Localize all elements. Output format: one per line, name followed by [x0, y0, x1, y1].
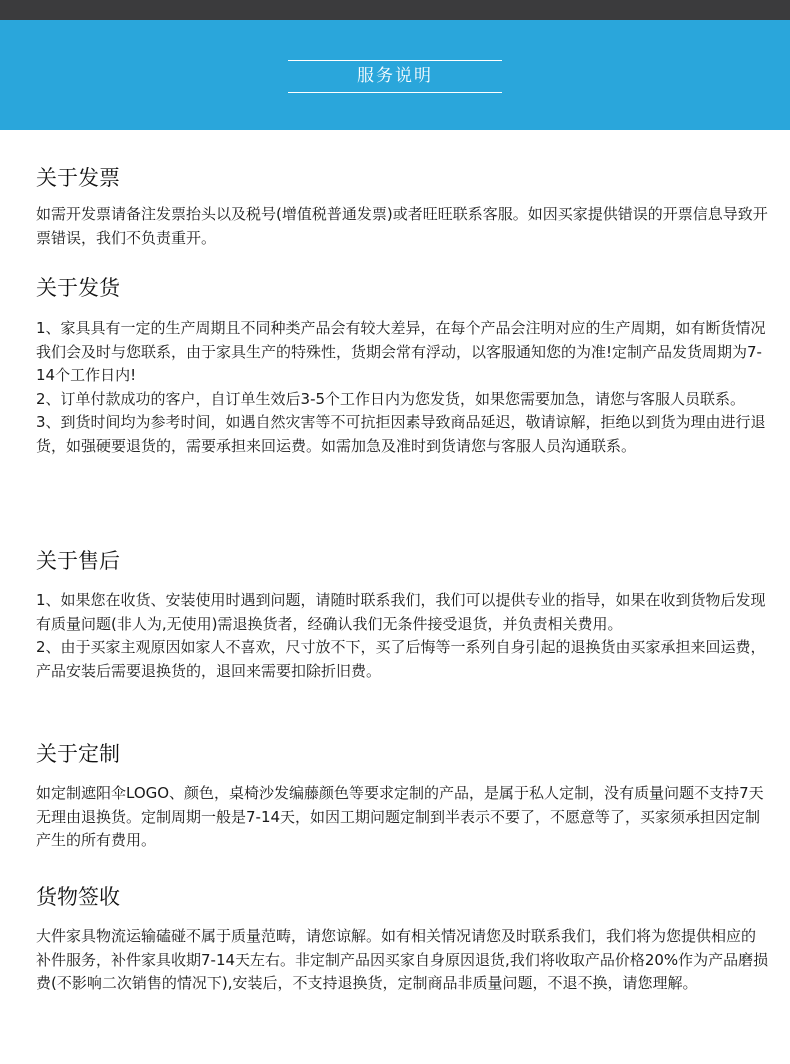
section-customization [36, 739, 770, 853]
section-shipping [36, 273, 770, 458]
banner-top-rule [288, 60, 502, 61]
top-bar [0, 0, 790, 20]
banner-bottom-rule [288, 92, 502, 93]
section-paragraph: 3、到货时间均为参考时间，如遇自然灾害等不可抗拒因素导致商品延迟，敬请谅解，拒绝以到货为理由进行退货，如强硬要退货的，需要承担来回运费。如需加急及准时到货请您与客服人员沟通联系。 [36, 413, 766, 455]
section-heading: 关于售后 [36, 549, 120, 573]
section-heading: 关于发货 [36, 276, 120, 300]
service-banner [0, 20, 790, 130]
section-heading: 货物签收 [36, 885, 120, 909]
section-heading: 关于发票 [36, 166, 120, 190]
banner-title: 服务说明 [357, 66, 433, 86]
section-receipt [36, 882, 770, 996]
section-paragraph: 1、如果您在收货、安装使用时遇到问题，请随时联系我们，我们可以提供专业的指导，如果在收到货物后发现有质量问题(非人为,无使用)需退换货者，经确认我们无条件接受退货，并负责相关费用。 [36, 591, 766, 633]
section-paragraph: 如定制遮阳伞LOGO、颜色，桌椅沙发编藤颜色等要求定制的产品，是属于私人定制，没有质量问题不支持7天无理由退换货。定制周期一般是7-14天，如因工期问题定制到半表示不要了，不愿意等了，买家须承担因定制产生的所有费用。 [36, 784, 764, 849]
section-paragraph: 2、由于买家主观原因如家人不喜欢，尺寸放不下，买了后悔等一系列自身引起的退换货由买家承担来回运费，产品安装后需要退换货的，退回来需要扣除折旧费。 [36, 638, 766, 680]
section-heading: 关于定制 [36, 742, 120, 766]
section-invoice [36, 163, 770, 250]
section-paragraph: 2、订单付款成功的客户，自订单生效后3-5个工作日内为您发货，如果您需要加急，请您与客服人员联系。 [36, 389, 746, 408]
section-paragraph: 如需开发票请备注发票抬头以及税号(增值税普通发票)或者旺旺联系客服。如因买家提供错误的开票信息导致开票错误，我们不负责重开。 [36, 205, 768, 247]
section-paragraph: 大件家具物流运输磕碰不属于质量范畴，请您谅解。如有相关情况请您及时联系我们，我们将为您提供相应的补件服务，补件家具收期7-14天左右。非定制产品因买家自身原因退货,我们将收取产品价格20%作为产品磨损费(不影响二次销售的情况下),安装后，不支持退换货，定制商品非质量问题，不退不换，请您理解。 [36, 927, 769, 992]
section-after-sales [36, 546, 770, 683]
section-paragraph: 1、家具具有一定的生产周期且不同种类产品会有较大差异，在每个产品会注明对应的生产周期，如有断货情况我们会及时与您联系，由于家具生产的特殊性，货期会常有浮动，以客服通知您的为准!定制产品发货周期为7-14个工作日内! [36, 319, 766, 384]
